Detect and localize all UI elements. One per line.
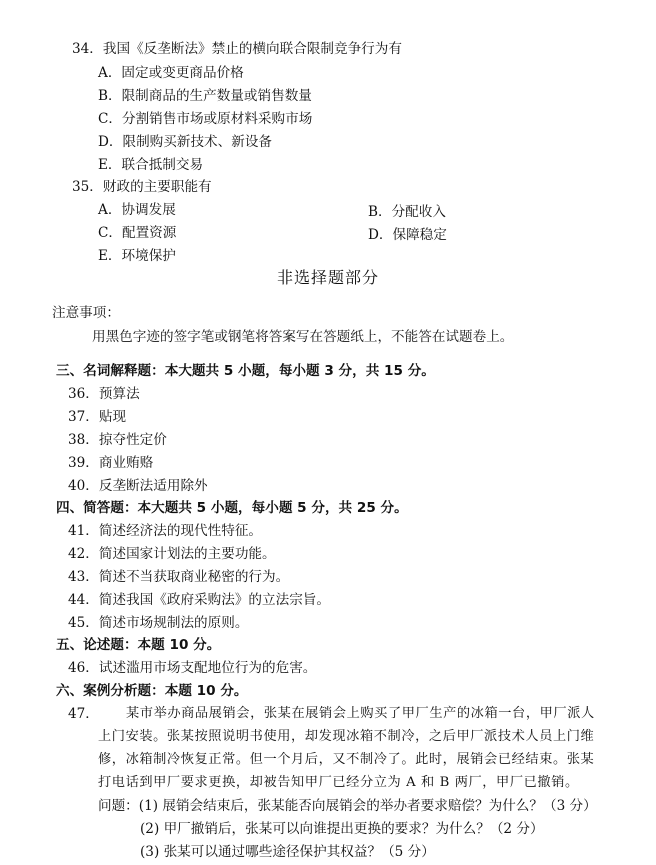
section3-item-39: 39．商业贿赂 [68, 455, 154, 471]
section6-header: 六、案例分析题：本题 10 分。 [56, 683, 248, 699]
section5-item-46: 46．试述滥用市场支配地位行为的危害。 [68, 660, 317, 676]
section3-item-37: 37．贴现 [68, 409, 127, 425]
case-question-2: (2) 甲厂撤销后，张某可以向谁提出更换的要求？为什么？（2 分） [140, 821, 544, 837]
notice-label: 注意事项： [52, 305, 120, 321]
q35-option-a: A．协调发展 [98, 202, 176, 218]
q35-option-e: E．环境保护 [98, 248, 176, 264]
section4-item-43: 43．简述不当获取商业秘密的行为。 [68, 569, 290, 585]
q34-option-d: D．限制购买新技术、新设备 [98, 134, 273, 150]
section4-header: 四、简答题：本大题共 5 小题，每小题 5 分，共 25 分。 [56, 500, 408, 516]
part2-title: 非选择题部分 [276, 268, 379, 287]
q35-option-d: D．保障稳定 [368, 227, 447, 243]
q35-stem: 35．财政的主要职能有 [72, 179, 212, 195]
case-number: 47． [68, 706, 99, 722]
section5-header: 五、论述题：本题 10 分。 [56, 637, 221, 653]
case-text-line-1: 某市举办商品展销会，张某在展销会上购买了甲厂生产的冰箱一台，甲厂派人 [126, 706, 595, 721]
section4-item-42: 42．简述国家计划法的主要功能。 [68, 546, 276, 562]
section3-item-36: 36．预算法 [68, 386, 140, 402]
case-text-line-3: 修，冰箱制冷恢复正常。但一个月后，又不制冷了。此时，展销会已经结束。张某 [98, 752, 595, 767]
q35-option-b: B．分配收入 [368, 204, 446, 220]
section3-item-38: 38．掠夺性定价 [68, 432, 167, 448]
section4-item-41: 41．简述经济法的现代性特征。 [68, 523, 263, 539]
section4-item-44: 44．简述我国《政府采购法》的立法宗旨。 [68, 592, 330, 608]
case-text-line-4: 打电话到甲厂要求更换，却被告知甲厂已经分立为 A 和 B 两厂，甲厂已撤销。 [98, 775, 579, 790]
q35-option-c: C．配置资源 [98, 225, 177, 241]
section4-item-45: 45．简述市场规制法的原则。 [68, 615, 249, 631]
case-question-1: 问题：(1) 展销会结束后，张某能否向展销会的举办者要求赔偿？为什么？（3 分） [98, 798, 597, 814]
case-question-3: (3) 张某可以通过哪些途径保护其权益？（5 分） [140, 844, 435, 860]
section3-header: 三、名词解释题：本大题共 5 小题，每小题 3 分，共 15 分。 [56, 363, 435, 379]
q34-option-e: E．联合抵制交易 [98, 157, 204, 173]
q34-option-c: C．分割销售市场或原材料采购市场 [98, 111, 313, 127]
q34-stem: 34．我国《反垄断法》禁止的横向联合限制竞争行为有 [72, 41, 402, 57]
q34-option-b: B．限制商品的生产数量或销售数量 [98, 88, 312, 104]
section3-item-40: 40．反垄断法适用除外 [68, 478, 208, 494]
notice-text: 用黑色字迹的签字笔或钢笔将答案写在答题纸上，不能答在试题卷上。 [92, 329, 514, 345]
case-text-line-2: 上门安装。张某按照说明书使用，却发现冰箱不制冷，之后甲厂派技术人员上门维 [98, 729, 595, 744]
q34-option-a: A．固定或变更商品价格 [98, 65, 244, 81]
